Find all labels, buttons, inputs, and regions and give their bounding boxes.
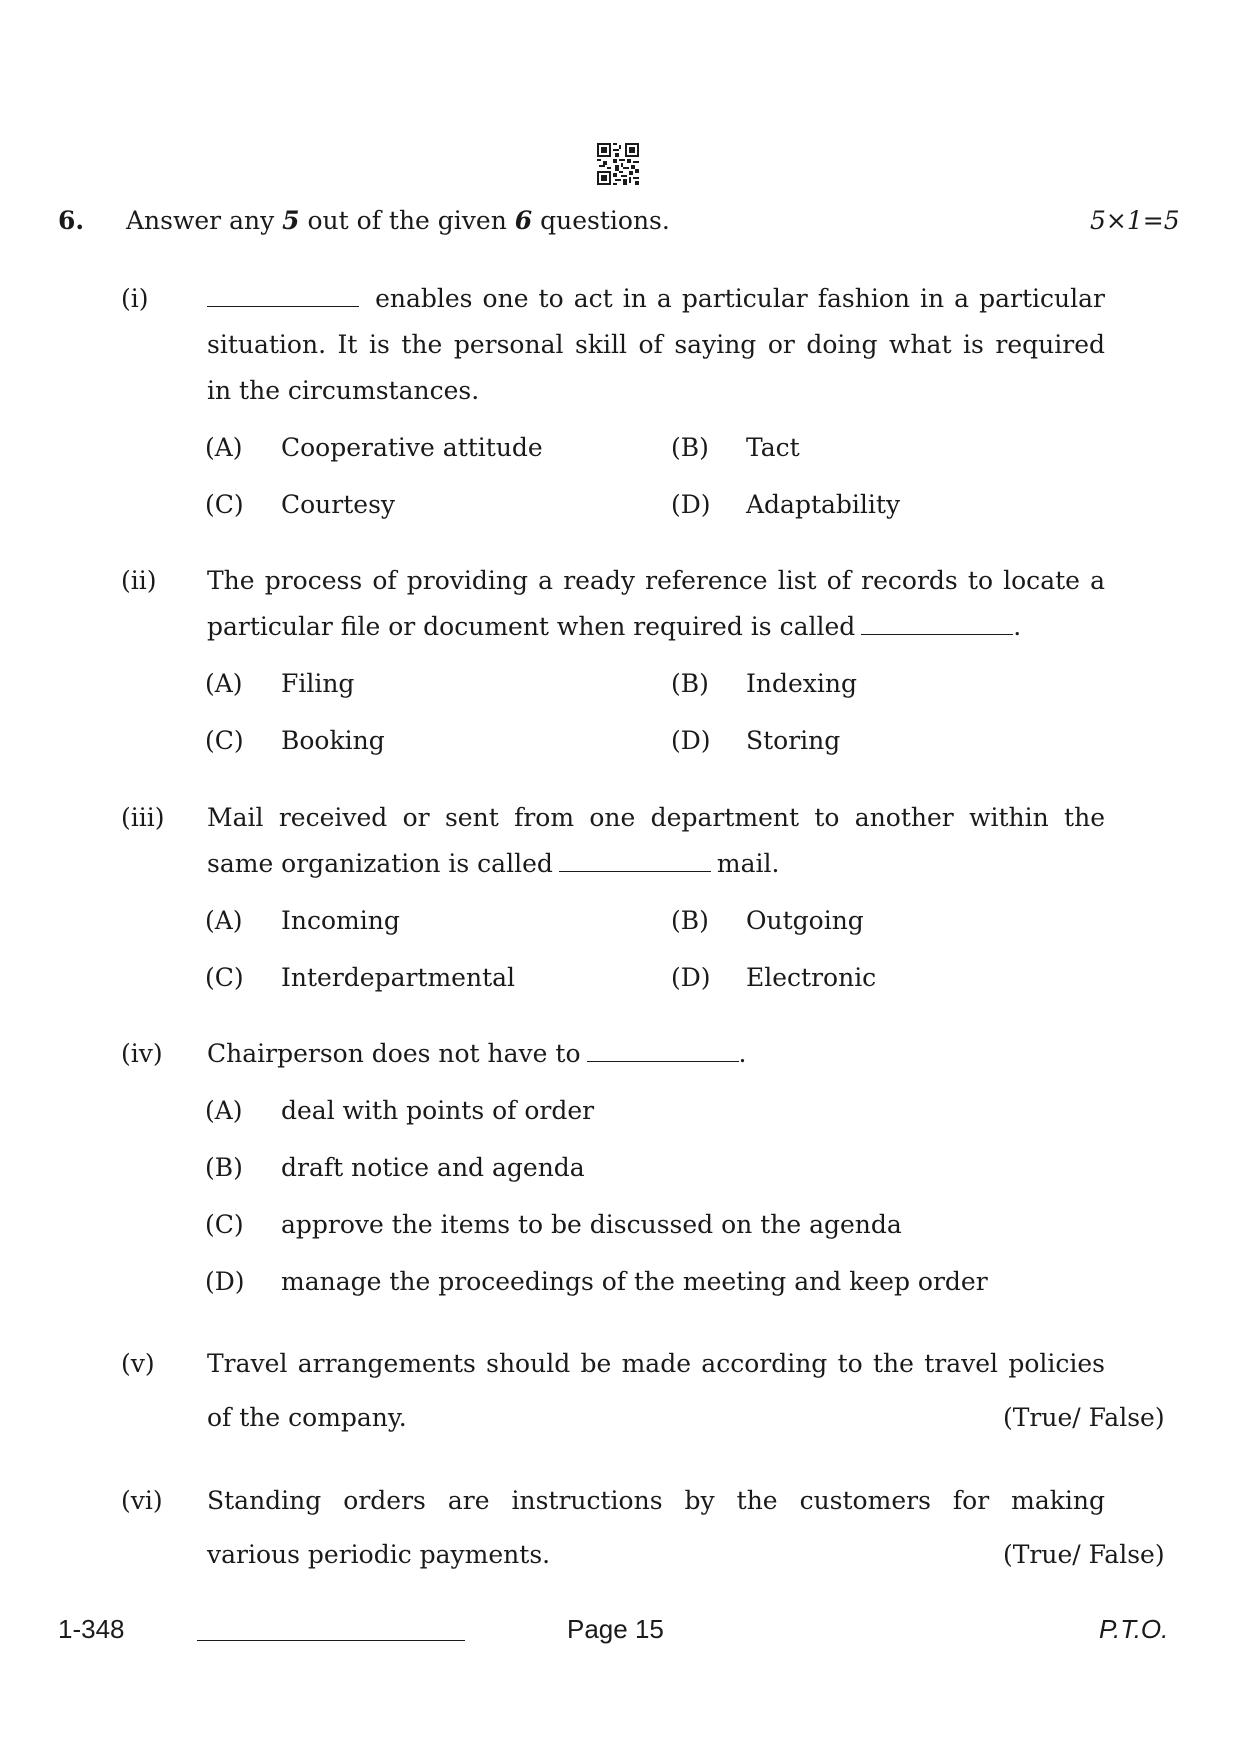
option-letter: (D) [205, 1267, 245, 1296]
page-number: Page 15 [567, 1614, 664, 1644]
item-number: (iii) [121, 803, 165, 832]
item-text-line: Standing orders are instructions by the customers for making [207, 1486, 1105, 1515]
item-text-line: situation. It is the personal skill of saying or doing what is required [207, 330, 1105, 359]
option-text: Booking [281, 726, 385, 755]
option-letter: (A) [205, 1096, 243, 1125]
option-letter: (C) [205, 1210, 244, 1239]
option-text: Filing [281, 669, 355, 698]
option-letter: (B) [671, 433, 709, 462]
qr-code-icon [597, 143, 639, 185]
item-number: (v) [121, 1349, 155, 1378]
question-number: 6. [58, 206, 85, 235]
option-letter: (C) [205, 490, 244, 519]
option-text: Incoming [281, 906, 400, 935]
option-text: Adaptability [746, 490, 901, 519]
pto-label: P.T.O. [1099, 1614, 1169, 1644]
item-text-line: various periodic payments. [207, 1540, 551, 1569]
option-text: draft notice and agenda [281, 1153, 585, 1182]
option-text: deal with points of order [281, 1096, 595, 1125]
answer-blank [861, 633, 1013, 635]
answer-blank [559, 870, 711, 872]
item-text-line: Travel arrangements should be made according to the travel policies [207, 1349, 1105, 1378]
option-letter: (D) [671, 490, 711, 519]
answer-blank [207, 305, 359, 307]
option-text: Outgoing [746, 906, 864, 935]
item-number: (iv) [121, 1039, 163, 1068]
option-letter: (C) [205, 726, 244, 755]
item-text-line: Mail received or sent from one department to another within the [207, 803, 1105, 832]
item-number: (ii) [121, 566, 157, 595]
option-text: Courtesy [281, 490, 396, 519]
answer-blank [587, 1060, 739, 1062]
option-letter: (A) [205, 433, 243, 462]
true-false-label: (True/ False) [1003, 1540, 1165, 1569]
option-letter: (B) [671, 669, 709, 698]
item-text-line: enables one to act in a particular fashion in a particular [207, 284, 1105, 313]
option-letter: (C) [205, 963, 244, 992]
option-text: Electronic [746, 963, 877, 992]
option-letter: (A) [205, 906, 243, 935]
question-marks: 5×1=5 [1090, 206, 1180, 235]
option-text: Indexing [746, 669, 857, 698]
option-letter: (B) [205, 1153, 243, 1182]
item-text-line: of the company. [207, 1403, 407, 1432]
item-number: (i) [121, 284, 149, 313]
option-text: Storing [746, 726, 841, 755]
item-text-line: particular file or document when required is called . [207, 612, 1022, 641]
item-text-line: in the circumstances. [207, 376, 480, 405]
question-instruction: Answer any 5 out of the given 6 questions. [126, 206, 670, 235]
option-letter: (D) [671, 726, 711, 755]
option-letter: (D) [671, 963, 711, 992]
option-letter: (A) [205, 669, 243, 698]
option-text: Tact [746, 433, 800, 462]
item-text-line: same organization is called mail. [207, 849, 780, 878]
option-text: manage the proceedings of the meeting and keep order [281, 1267, 988, 1296]
item-number: (vi) [121, 1486, 163, 1515]
item-text-line: The process of providing a ready reference list of records to locate a [207, 566, 1105, 595]
footer-rule [197, 1640, 465, 1641]
option-text: Cooperative attitude [281, 433, 543, 462]
paper-code: 1-348 [58, 1614, 125, 1644]
option-text: Interdepartmental [281, 963, 516, 992]
item-text-line: Chairperson does not have to . [207, 1039, 747, 1068]
true-false-label: (True/ False) [1003, 1403, 1165, 1432]
option-text: approve the items to be discussed on the agenda [281, 1210, 902, 1239]
option-letter: (B) [671, 906, 709, 935]
